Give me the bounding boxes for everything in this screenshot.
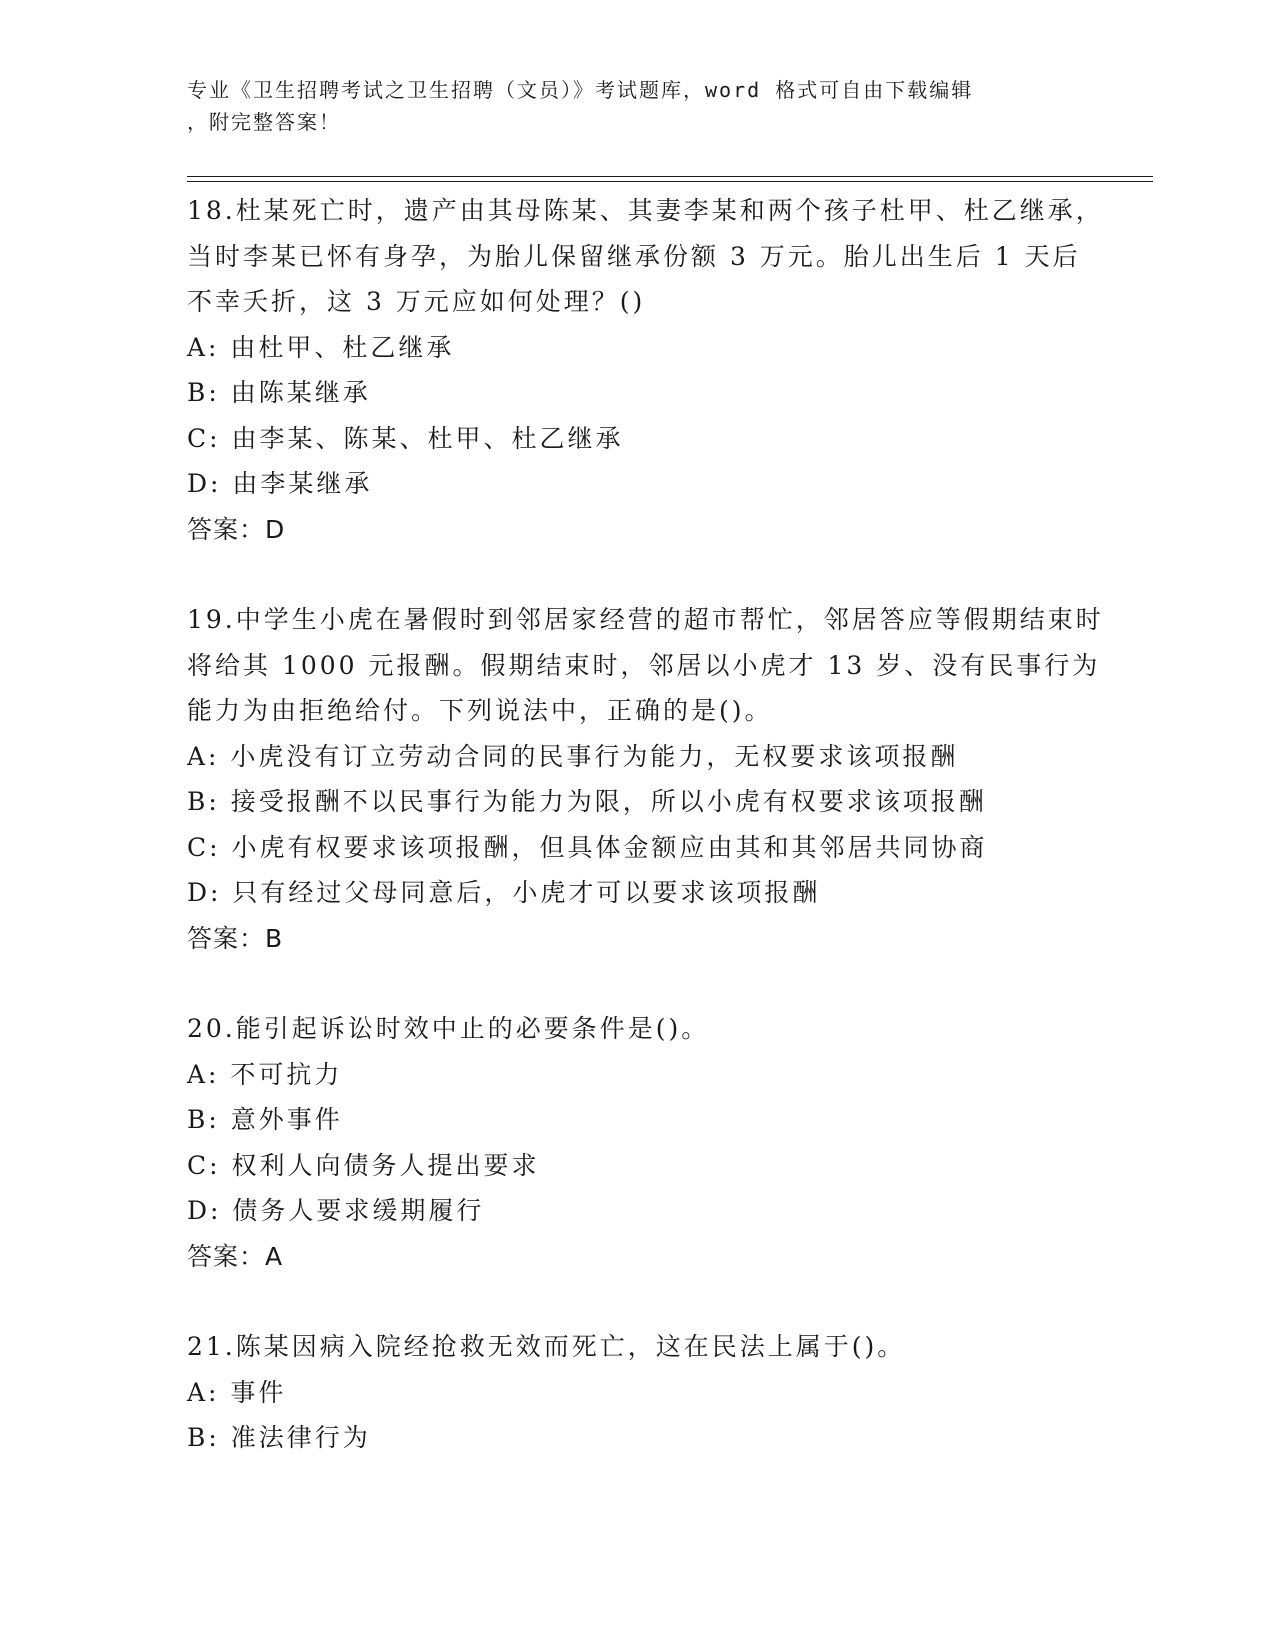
answer-label: 答案： <box>187 1241 266 1271</box>
option-a: A: 小虎没有订立劳动合同的民事行为能力，无权要求该项报酬 <box>187 741 959 771</box>
question-21 <box>187 1324 1107 1461</box>
answer-line <box>187 1234 1107 1280</box>
header-rule-top <box>187 176 1153 177</box>
question-19 <box>187 597 1107 961</box>
option-d: D: 只有经过父母同意后，小虎才可以要求该项报酬 <box>187 878 821 907</box>
option-a: A: 事件 <box>187 1377 287 1407</box>
option-b: B: 由陈某继承 <box>187 378 371 407</box>
option-b: B: 意外事件 <box>187 1105 343 1134</box>
question-text: 20.能引起诉讼时效中止的必要条件是()。 <box>187 1014 710 1043</box>
document-header: 专业《卫生招聘考试之卫生招聘（文员）》考试题库，word 格式可自由下载编辑 ，附完整答案！ <box>187 78 974 134</box>
option-d: D: 由李某继承 <box>187 469 373 498</box>
option-c: C: 由李某、陈某、杜甲、杜乙继承 <box>187 423 624 453</box>
answer-value: B <box>265 923 284 953</box>
option-c: C: 权利人向债务人提出要求 <box>187 1150 540 1180</box>
question-list <box>187 188 1107 1506</box>
answer-value: D <box>265 514 286 544</box>
question-18 <box>187 188 1107 552</box>
answer-value: A <box>265 1241 284 1271</box>
option-c: C: 小虎有权要求该项报酬，但具体金额应由其和其邻居共同协商 <box>187 832 988 862</box>
answer-line <box>187 507 1107 553</box>
answer-label: 答案： <box>187 923 266 953</box>
question-20 <box>187 1006 1107 1279</box>
option-a: A: 由杜甲、杜乙继承 <box>187 332 455 362</box>
answer-label: 答案： <box>187 514 266 544</box>
option-b: B: 准法律行为 <box>187 1423 371 1452</box>
option-b: B: 接受报酬不以民事行为能力为限，所以小虎有权要求该项报酬 <box>187 787 987 816</box>
question-text: 19.中学生小虎在暑假时到邻居家经营的超市帮忙，邻居答应等假期结束时将给其 1000 元报酬。假期结束时，邻居以小虎才 13 岁、没有民事行为能力为由拒绝给付。下列说法中，正确的是()。 <box>187 605 1104 725</box>
option-a: A: 不可抗力 <box>187 1059 343 1089</box>
question-text: 21.陈某因病入院经抢救无效而死亡，这在民法上属于()。 <box>187 1332 906 1361</box>
option-d: D: 债务人要求缓期履行 <box>187 1196 485 1225</box>
question-text: 18.杜某死亡时，遗产由其母陈某、其妻李某和两个孩子杜甲、杜乙继承，当时李某已怀有身孕，为胎儿保留继承份额 3 万元。胎儿出生后 1 天后不幸夭折，这 3 万元应如何处理？() <box>187 196 1104 316</box>
header-rule-bottom <box>187 181 1153 182</box>
answer-line <box>187 916 1107 962</box>
